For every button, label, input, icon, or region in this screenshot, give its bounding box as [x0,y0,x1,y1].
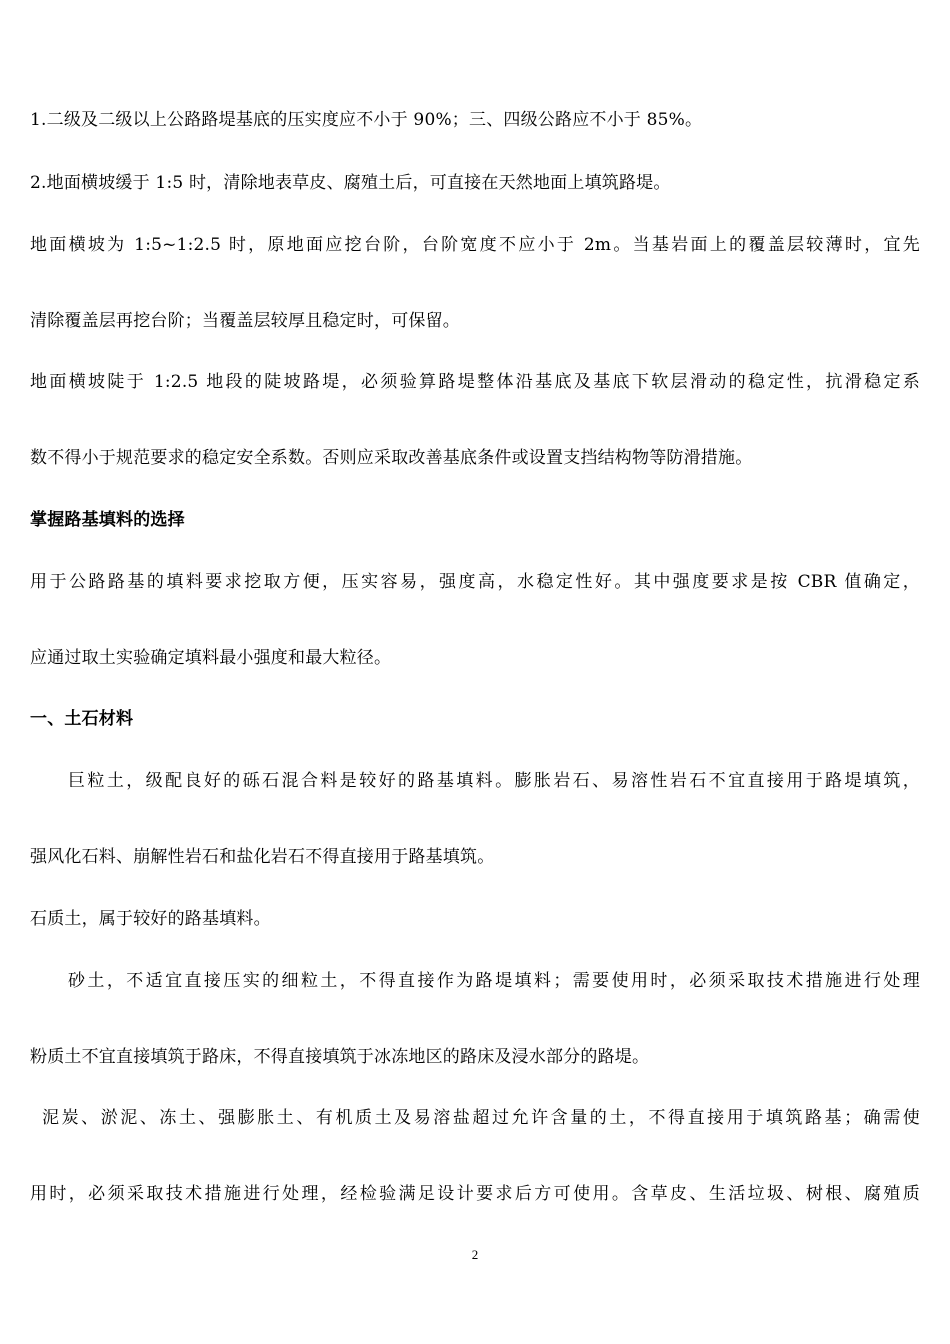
paragraph-stony-soil: 石质土，属于较好的路基填料。 [30,909,271,929]
paragraph-fill-requirements-line2: 应通过取土实验确定填料最小强度和最大粒径。 [30,648,392,668]
paragraph-moderate-slope-line1: 地面横坡为 1:5~1:2.5 时，原地面应挖台阶，台阶宽度不应小于 2m。当基岩面上的覆盖层较薄时，宜先 [30,235,920,255]
paragraph-unsuitable-soil-line2: 用时，必须采取技术措施进行处理，经检验满足设计要求后方可使用。含草皮、生活垃圾、树根、腐殖质 [30,1184,920,1204]
paragraph-coarse-soil-line2: 强风化石料、崩解性岩石和盐化岩石不得直接用于路基填筑。 [30,847,495,867]
paragraph-gentle-slope: 2.地面横坡缓于 1:5 时，清除地表草皮、腐殖土后，可直接在天然地面上填筑路堤。 [30,173,671,193]
section-heading-soil-rock: 一、土石材料 [30,709,134,729]
paragraph-fill-requirements-line1: 用于公路路基的填料要求挖取方便，压实容易，强度高，水稳定性好。其中强度要求是按 CBR 值确定， [30,572,920,592]
paragraph-silty-soil: 粉质土不宜直接填筑于路床，不得直接填筑于冰冻地区的路床及浸水部分的路堤。 [30,1047,650,1067]
paragraph-sandy-soil: 砂土，不适宜直接压实的细粒土，不得直接作为路堤填料；需要使用时，必须采取技术措施进行处理 [68,971,920,991]
section-heading-fill-selection: 掌握路基填料的选择 [30,510,185,530]
paragraph-steep-slope-line1: 地面横坡陡于 1:2.5 地段的陡坡路堤，必须验算路堤整体沿基底及基底下软层滑动的稳定性，抗滑稳定系 [30,372,920,392]
page-number: 2 [471,1247,479,1262]
paragraph-coarse-soil-line1: 巨粒土，级配良好的砾石混合料是较好的路基填料。膨胀岩石、易溶性岩石不宜直接用于路堤填筑， [68,771,920,791]
paragraph-compaction: 1.二级及二级以上公路路堤基底的压实度应不小于 90%；三、四级公路应不小于 85%。 [30,110,703,130]
paragraph-moderate-slope-line2: 清除覆盖层再挖台阶；当覆盖层较厚且稳定时，可保留。 [30,311,460,331]
paragraph-steep-slope-line2: 数不得小于规范要求的稳定安全系数。否则应采取改善基底条件或设置支挡结构物等防滑措施。 [30,448,753,468]
paragraph-unsuitable-soil-line1: 泥炭、淤泥、冻土、强膨胀土、有机质土及易溶盐超过允许含量的土，不得直接用于填筑路基；确需使 [42,1108,920,1128]
